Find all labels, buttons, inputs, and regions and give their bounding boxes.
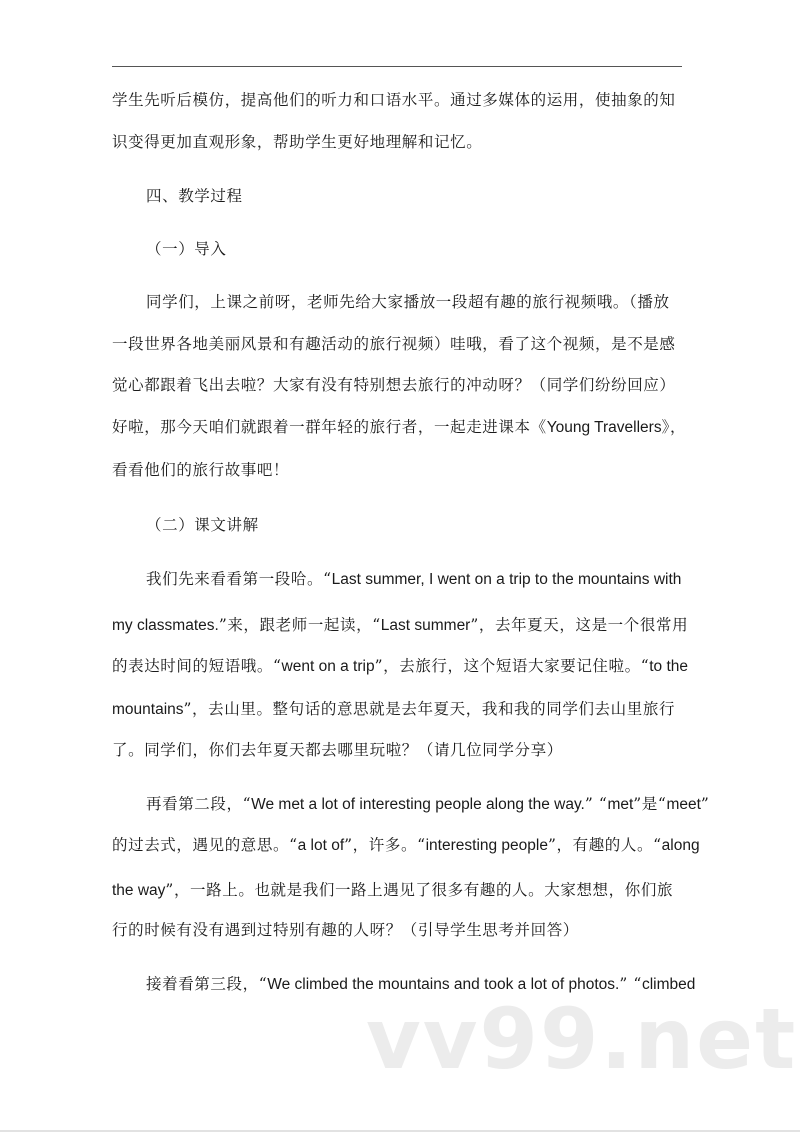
text-line: 看看他们的旅行故事吧！ (112, 461, 290, 479)
header-rule (112, 66, 682, 67)
text-line: mountains”，去山里。整句话的意思就是去年夏天，我和我的同学们去山里旅行 (112, 700, 676, 718)
text-line: 同学们，上课之前呀，老师先给大家播放一段超有趣的旅行视频哦。（播放 (146, 293, 670, 311)
text-line: 再看第二段，“We met a lot of interesting people along the way.” “met”是“meet” (146, 795, 710, 813)
footer-rule (0, 1130, 800, 1132)
text-line: 好啦，那今天咱们就跟着一群年轻的旅行者，一起走进课本《Young Travellers》， (112, 418, 687, 436)
text-line: 我们先来看看第一段哈。“Last summer, I went on a trip to the mountains with (146, 570, 682, 588)
text-line: 的表达时间的短语哦。“went on a trip”，去旅行，这个短语大家要记住啦。“to the (112, 657, 689, 675)
text-line: 了。同学们，你们去年夏天都去哪里玩啦？（请几位同学分享） (112, 741, 563, 759)
text-line: the way”，一路上。也就是我们一路上遇见了很多有趣的人。大家想想，你们旅 (112, 881, 674, 899)
text-line: 识变得更加直观形象，帮助学生更好地理解和记忆。 (112, 133, 483, 151)
text-line: 学生先听后模仿，提高他们的听力和口语水平。通过多媒体的运用，使抽象的知 (112, 91, 676, 109)
text-line: my classmates.”来，跟老师一起读，“Last summer”，去年夏天，这是一个很常用 (112, 616, 689, 634)
text-line: 一段世界各地美丽风景和有趣活动的旅行视频）哇哦，看了这个视频，是不是感 (112, 335, 676, 353)
text-line: 行的时候有没有遇到过特别有趣的人呀？（引导学生思考并回答） (112, 921, 579, 939)
text-line: 觉心都跟着飞出去啦？大家有没有特别想去旅行的冲动呀？（同学们纷纷回应） (112, 376, 676, 394)
subsection-heading: （二）课文讲解 (146, 516, 259, 534)
subsection-heading: （一）导入 (146, 240, 227, 258)
text-line: 的过去式，遇见的意思。“a lot of”，许多。“interesting people”，有趣的人。“along (112, 836, 700, 854)
section-heading: 四、教学过程 (146, 187, 243, 205)
watermark: vv99.net (366, 990, 798, 1088)
text-line: 接着看第三段，“We climbed the mountains and took a lot of photos.” “climbed (146, 975, 696, 993)
